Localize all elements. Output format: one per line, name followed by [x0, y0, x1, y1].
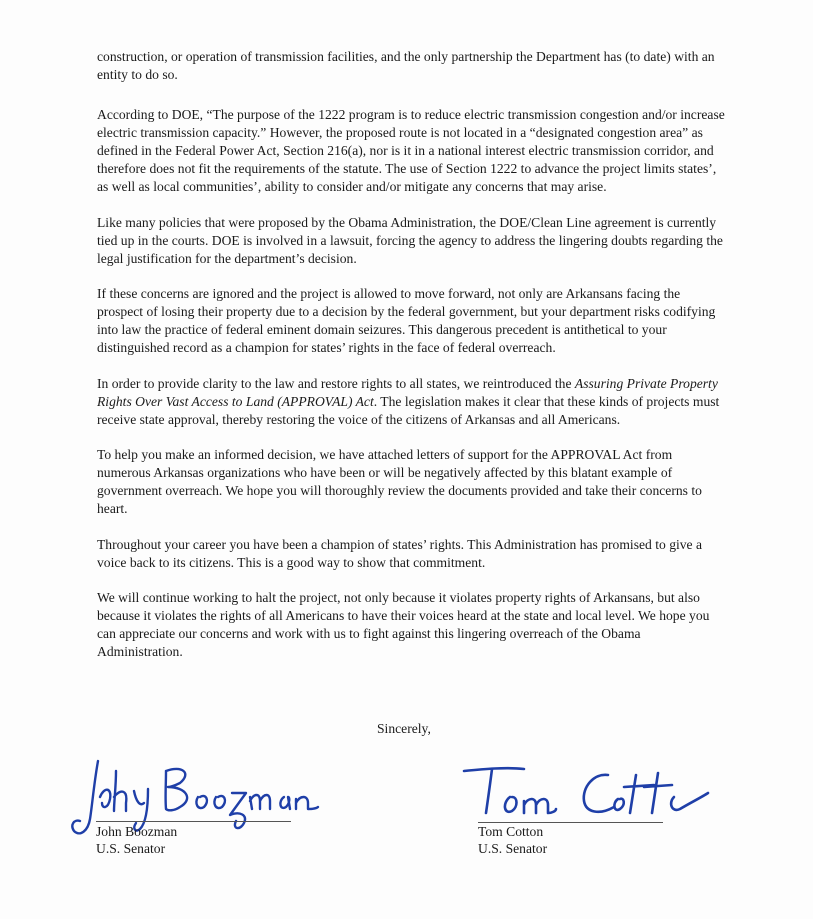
paragraph-1: construction, or operation of transmission facilities, and the only partnership the Department has (to date) with an entity to do so.	[97, 49, 715, 82]
signer-title: U.S. Senator	[96, 841, 166, 856]
signature-cotton	[458, 763, 718, 827]
signer-title: U.S. Senator	[478, 841, 548, 856]
signer-boozman	[96, 823, 177, 857]
paragraph-2: According to DOE, “The purpose of the 1222 program is to reduce electric transmission congestion and/or increase electric transmission capacity.” However, the proposed route is not located in a “designated congestion area” as defined in the Federal Power Act, Section 216(a), nor is it in a national interest electric transmission corridor, and therefore does not fit the requirements of the statute. The use of Section 1222 to advance the project limits states’, as well as local communities’, ability to consider and/or mitigate any concerns that may arise.	[97, 107, 725, 194]
signer-cotton	[478, 823, 547, 857]
signer-name: John Boozman	[96, 824, 178, 839]
paragraph-7: Throughout your career you have been a champion of states’ rights. This Administration has promised to give a voice back to its citizens. This is a good way to show that commitment.	[97, 536, 703, 570]
paragraph-3: Like many policies that were proposed by the Obama Administration, the DOE/Clean Line agreement is currently tied up in the courts. DOE is involved in a lawsuit, forcing the agency to address the lingering doubts regarding the legal justification for the department’s decision.	[97, 214, 723, 266]
paragraph-4: If these concerns are ignored and the project is allowed to move forward, not only are Arkansans facing the prospect of losing their property due to a decision by the federal government, but your department risks codifying into law the practice of federal eminent domain seizures. This dangerous precedent is antithetical to your distinguished record as a champion for states’ rights in the face of federal overreach.	[97, 286, 716, 355]
signature-line-boozman	[96, 821, 291, 822]
letter-body	[97, 48, 725, 679]
paragraph-8: We will continue working to halt the project, not only because it violates property rights of Arkansans, but also because it violates the rights of all Americans to have their voices heard at the state and local level. We hope you can appreciate our concerns and work with us to fight against this lingering overreach of the Obama Administration.	[97, 590, 710, 659]
signer-name: Tom Cotton	[478, 824, 544, 839]
paragraph-5-text-a: In order to provide clarity to the law and restore rights to all states, we reintroduced the	[97, 375, 575, 391]
paragraph-6: To help you make an informed decision, we have attached letters of support for the APPROVAL Act from numerous Arkansas organizations who have been or will be negatively affected by this blatant example of government overreach. We hope you will thoroughly review the documents provided and take their concerns to heart.	[97, 447, 702, 516]
act-title: Assuring Private Property Rights Over Vast Access to Land (APPROVAL) Act	[97, 375, 718, 409]
paragraph-5	[97, 375, 725, 429]
paragraph-5-text-b: . The legislation makes it clear that these kinds of projects must receive state approval, thereby restoring the voice of the citizens of Arkansas and all Americans.	[97, 393, 720, 427]
closing-salutation: Sincerely,	[377, 721, 431, 736]
